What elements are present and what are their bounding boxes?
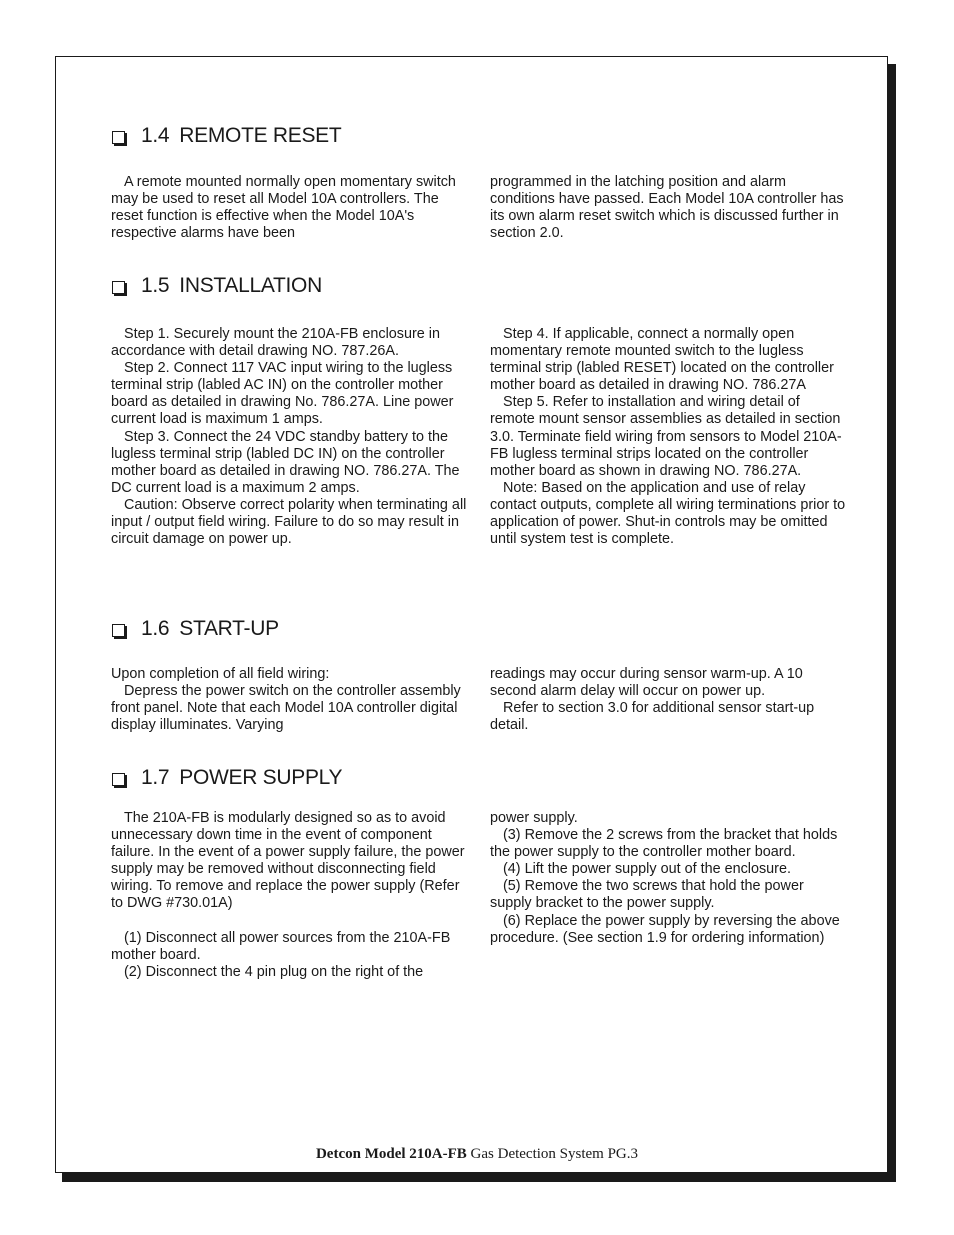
section-heading-remote-reset [112,124,341,148]
section-number: 1.4 [141,124,170,147]
paragraph: (5) Remove the two screws that hold the power supply bracket to the power supply. [490,878,804,912]
section-title: START-UP [179,617,279,640]
startup-left-column [111,666,467,734]
paragraph: Step 4. If applicable, connect a normally open momentary remote mounted switch to the lugless terminal strip (labled RESET) located on the controller mother board as detailed in drawing NO. 786.27A [490,326,834,394]
power-supply-right-column [490,810,846,947]
paragraph: Step 3. Connect the 24 VDC standby battery to the lugless terminal strip (labled DC IN) on the controller mother board as detailed in drawing NO. 786.27A. The DC current load is a maximum 2 amps. [111,428,460,496]
installation-left-column [111,326,467,548]
paragraph: Step 2. Connect 117 VAC input wiring to the lugless terminal strip (labled AC IN) on the controller mother board as detailed in drawing No. 786.27A. Line power current load is maximum 1 amps. [111,360,454,428]
paragraph: Caution: Observe correct polarity when terminating all input / output field wiring. Failure to do so may result in circuit damage on power up. [111,496,467,548]
paragraph: (6) Replace the power supply by reversing the above procedure. (See section 1.9 for ordering information) [490,912,840,946]
checkbox-bullet-icon [112,281,125,294]
section-heading-power-supply [112,766,342,790]
paragraph: (1) Disconnect all power sources from the 210A-FB mother board. [111,929,451,963]
section-title: POWER SUPPLY [179,766,343,789]
power-supply-left-column [111,810,467,981]
paragraph: Refer to section 3.0 for additional sensor start-up detail. [490,700,815,734]
footer-product-name: Detcon Model 210A-FB [315,1146,467,1162]
paragraph: (3) Remove the 2 screws from the bracket that holds the power supply to the controller mother board. [490,827,838,861]
paragraph: The 210A-FB is modularly designed so as to avoid unnecessary down time in the event of component failure. In the event of a power supply failure, the power supply may be removed without disconnecting field wiring. To remove and replace the power supply (Refer to DWG #730.01A) [111,810,465,912]
section-number: 1.5 [141,274,170,297]
section-heading-startup [112,617,279,641]
section-heading-installation [112,274,322,298]
paragraph: Step 1. Securely mount the 210A-FB enclosure in accordance with detail drawing NO. 787.26A. [111,326,440,360]
installation-right-column [490,326,846,548]
section-number: 1.7 [141,766,170,789]
paragraph: (4) Lift the power supply out of the enclosure. [503,861,791,878]
paragraph: programmed in the latching position and alarm conditions have passed. Each Model 10A controller has its own alarm reset switch which is discussed further in section 2.0. [490,174,844,242]
section-number: 1.6 [141,617,170,640]
paragraph: (2) Disconnect the 4 pin plug on the right of the [124,963,424,980]
paragraph: Upon completion of all field wiring: [111,666,330,682]
remote-reset-right-column [490,174,846,242]
checkbox-bullet-icon [112,624,125,637]
paragraph: Depress the power switch on the controller assembly front panel. Note that each Model 10A controller digital display illuminates. Varying [111,683,461,734]
checkbox-bullet-icon [112,131,125,144]
page-footer [0,1146,954,1163]
section-title: INSTALLATION [179,274,322,297]
paragraph: readings may occur during sensor warm-up. A 10 second alarm delay will occur on power up. [490,666,803,700]
remote-reset-left-column [111,174,467,242]
footer-text: Gas Detection System PG.3 [470,1146,639,1162]
paragraph: power supply. [490,810,578,826]
paragraph: Note: Based on the application and use of relay contact outputs, complete all wiring terminations prior to application of power. Shut-in controls may be omitted until system test is complete. [490,479,846,548]
startup-right-column [490,666,846,734]
checkbox-bullet-icon [112,773,125,786]
paragraph: A remote mounted normally open momentary switch may be used to reset all Model 10A controllers. The reset function is effective when the Model 10A's respective alarms have been [111,174,456,242]
section-title: REMOTE RESET [179,124,342,147]
paragraph: Step 5. Refer to installation and wiring detail of remote mount sensor assemblies as detailed in section 3.0. Terminate field wiring from sensors to Model 210A-FB lugless terminal strips located on the controller mother board as shown in drawing NO. 786.27A. [490,394,842,479]
